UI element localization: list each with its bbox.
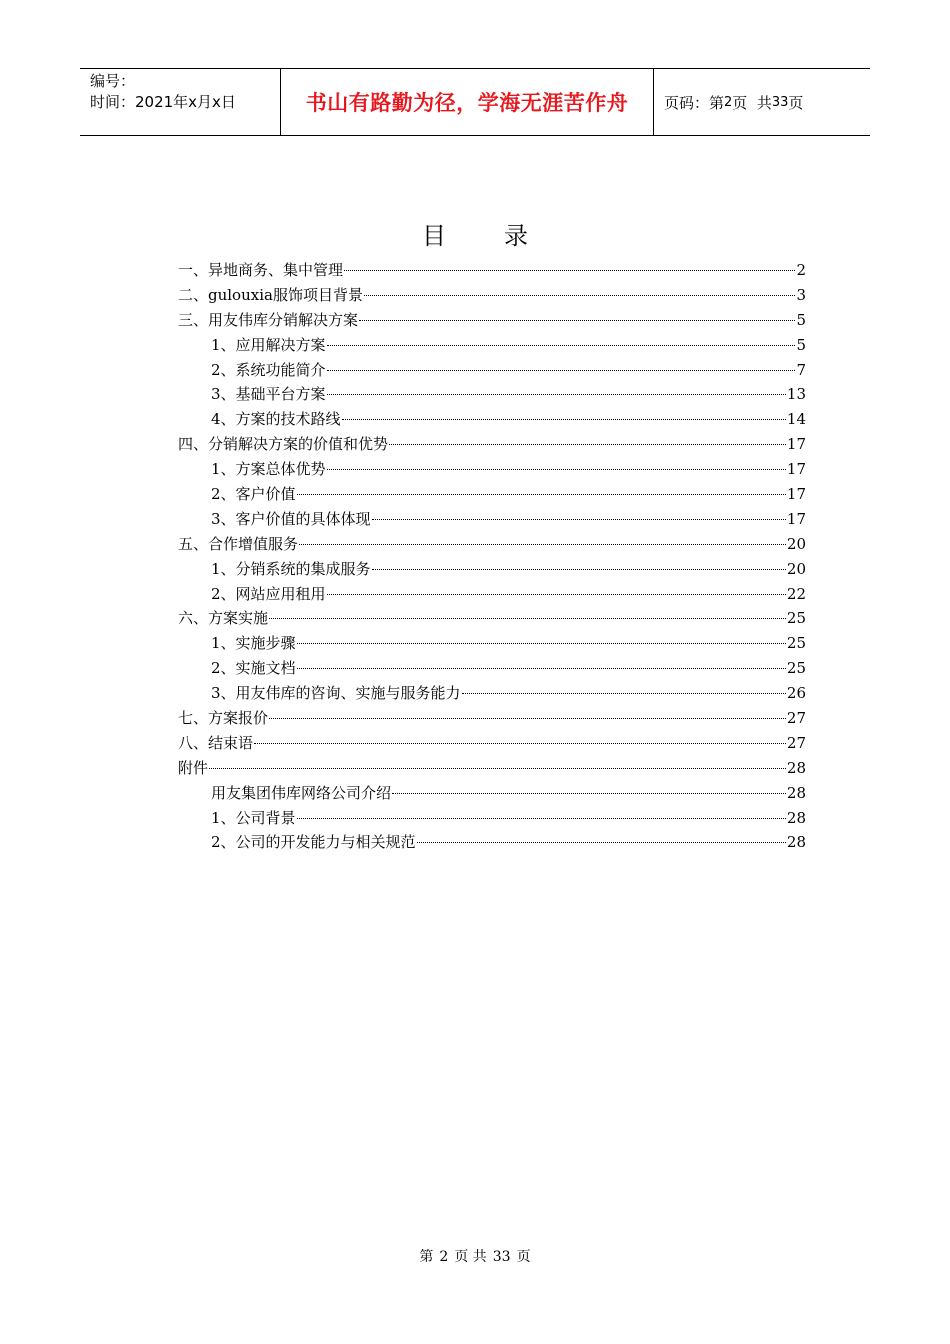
toc-entry-page: 25 bbox=[786, 659, 806, 678]
toc-entry[interactable] bbox=[178, 283, 806, 308]
toc-entry-title: 2、系统功能简介 bbox=[211, 360, 326, 379]
toc-dot-leader bbox=[299, 544, 786, 545]
toc-entry[interactable] bbox=[178, 806, 806, 831]
toc-entry-title: 附件 bbox=[178, 758, 209, 777]
header-page-current: 2 bbox=[724, 94, 733, 110]
toc-entry-title: 3、基础平台方案 bbox=[211, 385, 326, 404]
toc-entry[interactable] bbox=[178, 656, 806, 681]
footer-total: 33 bbox=[492, 1249, 511, 1265]
toc-entry-page: 7 bbox=[796, 360, 806, 379]
toc-dot-leader bbox=[462, 693, 786, 694]
toc-entry[interactable] bbox=[178, 333, 806, 358]
toc-entry-page: 5 bbox=[796, 335, 806, 354]
toc-entry[interactable] bbox=[178, 358, 806, 383]
toc-entry-page: 2 bbox=[796, 261, 806, 279]
toc-entry[interactable] bbox=[178, 308, 806, 333]
toc-entry[interactable] bbox=[178, 706, 806, 731]
toc-entry-title: 四、分销解决方案的价值和优势 bbox=[178, 435, 389, 454]
toc-entry-page: 20 bbox=[786, 534, 806, 553]
toc-entry-title: 2、实施文档 bbox=[211, 659, 296, 678]
toc-dot-leader bbox=[269, 618, 786, 619]
toc-entry-title: 1、实施步骤 bbox=[211, 634, 296, 653]
toc-dot-leader bbox=[327, 469, 786, 470]
toc-dot-leader bbox=[297, 818, 786, 819]
toc-entry-page: 5 bbox=[796, 310, 806, 329]
toc-entry-title: 八、结束语 bbox=[178, 733, 254, 752]
header-meta-cell bbox=[80, 69, 281, 135]
toc-dot-leader bbox=[297, 643, 786, 644]
toc-entry[interactable] bbox=[178, 731, 806, 756]
toc-entry[interactable] bbox=[178, 756, 806, 781]
toc-entry-page: 13 bbox=[786, 385, 806, 404]
header-page-suffix: 页 bbox=[788, 93, 804, 112]
toc-dot-leader bbox=[209, 768, 786, 769]
toc-entry-title: 七、方案报价 bbox=[178, 709, 269, 728]
toc-dot-leader bbox=[327, 370, 796, 371]
toc-entry[interactable] bbox=[178, 681, 806, 706]
toc-entry-title: 一、异地商务、集中管理 bbox=[178, 261, 344, 279]
header-page-prefix: 页码：第 bbox=[664, 93, 725, 112]
toc-dot-leader bbox=[342, 419, 786, 420]
toc-entry-page: 22 bbox=[786, 584, 806, 603]
toc-dot-leader bbox=[372, 519, 786, 520]
toc-entry-title: 3、用友伟库的咨询、实施与服务能力 bbox=[211, 684, 461, 703]
toc-dot-leader bbox=[417, 842, 786, 843]
toc-title bbox=[0, 216, 950, 251]
toc-entry-title: 3、客户价值的具体体现 bbox=[211, 509, 371, 528]
document-number-label: 编号： bbox=[90, 72, 136, 90]
toc-entry[interactable] bbox=[178, 582, 806, 607]
toc-entry-page: 28 bbox=[786, 808, 806, 827]
toc-entry-title: 1、应用解决方案 bbox=[211, 335, 326, 354]
toc-entry-title: 2、网站应用租用 bbox=[211, 584, 326, 603]
toc-entry-title: 六、方案实施 bbox=[178, 609, 269, 628]
toc-entry-page: 27 bbox=[786, 733, 806, 752]
toc-entry-title: 用友集团伟库网络公司介绍 bbox=[211, 783, 392, 802]
toc-dot-leader bbox=[372, 569, 786, 570]
toc-dot-leader bbox=[269, 718, 786, 719]
toc-entry-title: 三、用友伟库分销解决方案 bbox=[178, 310, 359, 329]
toc-entry-title: 1、公司背景 bbox=[211, 808, 296, 827]
toc-entry-page: 14 bbox=[786, 410, 806, 429]
footer-mid: 页 共 bbox=[454, 1249, 487, 1265]
header-motto-cell bbox=[281, 69, 654, 135]
toc-dot-leader bbox=[297, 668, 786, 669]
toc-entry[interactable] bbox=[178, 457, 806, 482]
table-of-contents bbox=[178, 258, 806, 855]
toc-entry-title: 1、方案总体优势 bbox=[211, 460, 326, 479]
toc-entry[interactable] bbox=[178, 482, 806, 507]
footer-prefix: 第 bbox=[419, 1249, 434, 1265]
toc-dot-leader bbox=[389, 444, 786, 445]
page-header bbox=[80, 68, 870, 136]
header-motto: 书山有路勤为径，学海无涯苦作舟 bbox=[305, 91, 629, 115]
toc-entry[interactable] bbox=[178, 258, 806, 283]
toc-entry-title: 1、分销系统的集成服务 bbox=[211, 559, 371, 578]
toc-dot-leader bbox=[297, 494, 786, 495]
toc-entry-page: 20 bbox=[786, 559, 806, 578]
toc-entry[interactable] bbox=[178, 382, 806, 407]
toc-entry-page: 3 bbox=[796, 285, 806, 304]
footer-suffix: 页 bbox=[516, 1249, 531, 1265]
toc-entry-page: 28 bbox=[786, 833, 806, 852]
toc-entry[interactable] bbox=[178, 606, 806, 631]
toc-entry-page: 28 bbox=[786, 758, 806, 777]
toc-entry-page: 27 bbox=[786, 709, 806, 728]
header-page-mid: 页 共 bbox=[732, 93, 772, 112]
header-page-total: 33 bbox=[771, 94, 789, 110]
document-time-label: 时间：2021年x月x日 bbox=[90, 93, 236, 111]
toc-dot-leader bbox=[392, 793, 786, 794]
toc-entry[interactable] bbox=[178, 507, 806, 532]
toc-entry-title: 五、合作增值服务 bbox=[178, 534, 299, 553]
toc-entry[interactable] bbox=[178, 407, 806, 432]
toc-dot-leader bbox=[327, 394, 786, 395]
toc-entry-page: 17 bbox=[786, 460, 806, 479]
toc-dot-leader bbox=[327, 345, 796, 346]
header-page-cell bbox=[654, 69, 870, 135]
toc-dot-leader bbox=[364, 295, 796, 296]
toc-entry-title: 2、客户价值 bbox=[211, 485, 296, 504]
toc-entry-page: 25 bbox=[786, 609, 806, 628]
toc-entry-page: 26 bbox=[786, 684, 806, 703]
toc-dot-leader bbox=[359, 320, 795, 321]
page-footer bbox=[0, 1246, 950, 1266]
toc-entry-title: 2、公司的开发能力与相关规范 bbox=[211, 833, 416, 852]
toc-dot-leader bbox=[254, 743, 786, 744]
toc-dot-leader bbox=[344, 270, 795, 271]
toc-entry[interactable] bbox=[178, 830, 806, 855]
footer-current: 2 bbox=[439, 1249, 449, 1265]
toc-entry-title: 4、方案的技术路线 bbox=[211, 410, 341, 429]
toc-entry-page: 17 bbox=[786, 485, 806, 504]
toc-dot-leader bbox=[327, 594, 786, 595]
toc-entry-page: 17 bbox=[786, 435, 806, 454]
toc-entry-page: 28 bbox=[786, 783, 806, 802]
toc-entry[interactable] bbox=[178, 781, 806, 806]
toc-title-left: 目 bbox=[422, 222, 446, 250]
toc-entry[interactable] bbox=[178, 432, 806, 457]
toc-entry[interactable] bbox=[178, 532, 806, 557]
toc-entry-title: 二、gulouxia服饰项目背景 bbox=[178, 285, 363, 304]
toc-entry-page: 17 bbox=[786, 509, 806, 528]
toc-entry[interactable] bbox=[178, 631, 806, 656]
toc-title-right: 录 bbox=[504, 222, 528, 250]
toc-entry[interactable] bbox=[178, 557, 806, 582]
toc-entry-page: 25 bbox=[786, 634, 806, 653]
